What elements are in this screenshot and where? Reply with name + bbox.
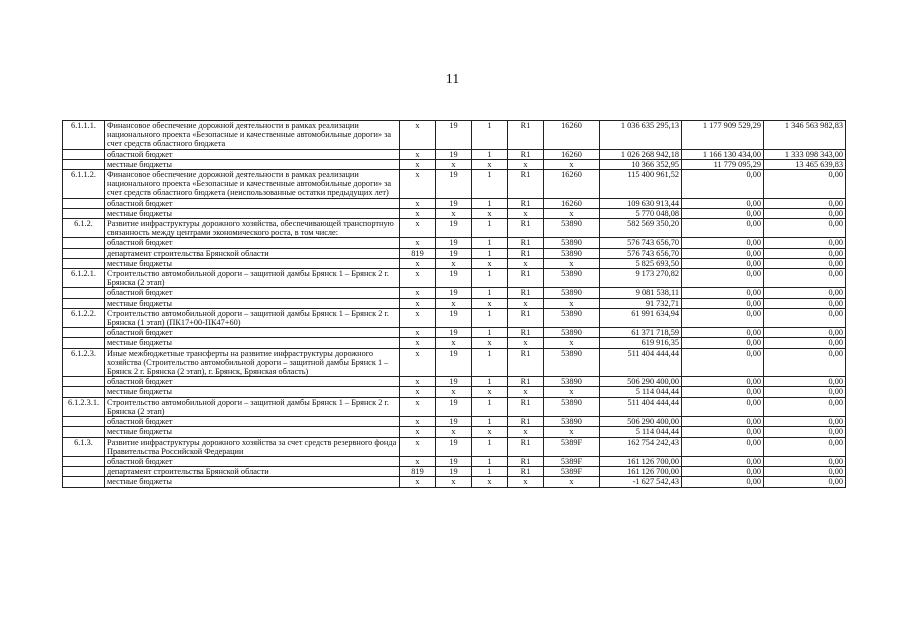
row-code: 6.1.2.3. — [63, 348, 105, 377]
row-event: R1 — [508, 308, 544, 327]
row-subprogram: 1 — [472, 437, 508, 456]
row-name: Развитие инфраструктуры дорожного хозяйства за счет средств резервного фонда Правительства Российской Федерации — [105, 437, 400, 456]
table-row — [63, 208, 846, 218]
row-subprogram: 1 — [472, 238, 508, 248]
row-section: х — [436, 298, 472, 308]
table-body — [63, 121, 846, 488]
row-grbs: х — [400, 377, 436, 387]
row-grbs: х — [400, 417, 436, 427]
row-grbs: х — [400, 427, 436, 437]
row-section: 19 — [436, 170, 472, 199]
row-code — [63, 149, 105, 159]
row-name: местные бюджеты — [105, 298, 400, 308]
row-year-3: 1 333 098 343,00 — [764, 149, 846, 159]
row-year-1: 161 126 700,00 — [600, 456, 682, 466]
row-grbs: х — [400, 208, 436, 218]
row-subprogram: х — [472, 427, 508, 437]
table-row — [63, 159, 846, 169]
row-name: областной бюджет — [105, 456, 400, 466]
row-direction: х — [544, 298, 600, 308]
row-code: 6.1.2.1. — [63, 269, 105, 288]
row-direction: 5389F — [544, 456, 600, 466]
row-event: х — [508, 427, 544, 437]
row-code — [63, 338, 105, 348]
row-grbs: х — [400, 121, 436, 150]
row-direction: 53890 — [544, 308, 600, 327]
table-row — [63, 219, 846, 238]
row-year-1: 162 754 242,43 — [600, 437, 682, 456]
row-direction: 5389F — [544, 437, 600, 456]
row-section: 19 — [436, 248, 472, 258]
row-section: 19 — [436, 417, 472, 427]
row-year-1: 619 916,35 — [600, 338, 682, 348]
row-event: х — [508, 387, 544, 397]
row-year-2: 0,00 — [682, 269, 764, 288]
row-name: местные бюджеты — [105, 387, 400, 397]
row-subprogram: 1 — [472, 467, 508, 477]
row-name: областной бюджет — [105, 417, 400, 427]
row-year-3: 13 465 639,83 — [764, 159, 846, 169]
row-subprogram: х — [472, 159, 508, 169]
row-subprogram: 1 — [472, 219, 508, 238]
row-grbs: х — [400, 159, 436, 169]
row-name: областной бюджет — [105, 149, 400, 159]
row-section: 19 — [436, 467, 472, 477]
row-year-1: 1 036 635 295,13 — [600, 121, 682, 150]
row-code — [63, 288, 105, 298]
row-section: 19 — [436, 198, 472, 208]
row-year-1: 9 081 538,11 — [600, 288, 682, 298]
row-year-3: 0,00 — [764, 456, 846, 466]
row-name: областной бюджет — [105, 238, 400, 248]
row-year-2: 0,00 — [682, 288, 764, 298]
row-year-2: 0,00 — [682, 258, 764, 268]
row-event: х — [508, 258, 544, 268]
row-year-2: 1 177 909 529,29 — [682, 121, 764, 150]
row-section: 19 — [436, 288, 472, 298]
row-code — [63, 258, 105, 268]
row-year-3: 0,00 — [764, 219, 846, 238]
row-year-1: 161 126 700,00 — [600, 467, 682, 477]
row-code: 6.1.2. — [63, 219, 105, 238]
row-year-1: -1 627 542,43 — [600, 477, 682, 487]
row-year-2: 0,00 — [682, 219, 764, 238]
row-code: 6.1.2.3.1. — [63, 397, 105, 416]
row-code: 6.1.1.1. — [63, 121, 105, 150]
row-direction: 5389F — [544, 467, 600, 477]
row-year-2: 0,00 — [682, 377, 764, 387]
row-grbs: х — [400, 348, 436, 377]
row-direction: х — [544, 208, 600, 218]
table-row — [63, 417, 846, 427]
row-code: 6.1.3. — [63, 437, 105, 456]
row-name: областной бюджет — [105, 198, 400, 208]
table-row — [63, 170, 846, 199]
row-year-3: 0,00 — [764, 248, 846, 258]
row-code — [63, 238, 105, 248]
row-subprogram: х — [472, 258, 508, 268]
row-direction: 16260 — [544, 170, 600, 199]
row-event: х — [508, 159, 544, 169]
row-grbs: х — [400, 456, 436, 466]
row-section: 19 — [436, 456, 472, 466]
row-subprogram: 1 — [472, 269, 508, 288]
row-year-1: 5 770 048,08 — [600, 208, 682, 218]
row-name: областной бюджет — [105, 288, 400, 298]
row-name: областной бюджет — [105, 328, 400, 338]
row-event: R1 — [508, 121, 544, 150]
row-subprogram: х — [472, 298, 508, 308]
row-name: местные бюджеты — [105, 338, 400, 348]
row-direction: 16260 — [544, 121, 600, 150]
row-code — [63, 298, 105, 308]
row-year-2: 0,00 — [682, 397, 764, 416]
table-row — [63, 456, 846, 466]
row-direction: 53890 — [544, 377, 600, 387]
row-name: местные бюджеты — [105, 477, 400, 487]
row-code — [63, 477, 105, 487]
row-code — [63, 427, 105, 437]
row-year-1: 5 114 044,44 — [600, 427, 682, 437]
row-subprogram: 1 — [472, 248, 508, 258]
table-row — [63, 198, 846, 208]
row-year-3: 0,00 — [764, 377, 846, 387]
row-section: 19 — [436, 328, 472, 338]
row-subprogram: 1 — [472, 397, 508, 416]
row-year-3: 0,00 — [764, 477, 846, 487]
table-row — [63, 149, 846, 159]
table-row — [63, 298, 846, 308]
row-event: R1 — [508, 248, 544, 258]
table-row — [63, 397, 846, 416]
row-subprogram: 1 — [472, 149, 508, 159]
row-year-3: 0,00 — [764, 308, 846, 327]
row-year-1: 1 026 268 942,18 — [600, 149, 682, 159]
row-year-2: 0,00 — [682, 417, 764, 427]
table-row — [63, 238, 846, 248]
row-event: R1 — [508, 288, 544, 298]
row-year-1: 576 743 656,70 — [600, 238, 682, 248]
row-event: R1 — [508, 417, 544, 427]
row-section: х — [436, 208, 472, 218]
table-row — [63, 348, 846, 377]
row-event: R1 — [508, 269, 544, 288]
row-name: местные бюджеты — [105, 159, 400, 169]
row-direction: 16260 — [544, 198, 600, 208]
row-year-1: 115 400 961,52 — [600, 170, 682, 199]
table-row — [63, 328, 846, 338]
row-grbs: х — [400, 477, 436, 487]
row-code: 6.1.1.2. — [63, 170, 105, 199]
row-subprogram: 1 — [472, 348, 508, 377]
row-year-2: 0,00 — [682, 308, 764, 327]
row-year-2: 0,00 — [682, 348, 764, 377]
row-section: х — [436, 387, 472, 397]
row-year-2: 0,00 — [682, 208, 764, 218]
row-year-1: 5 825 693,50 — [600, 258, 682, 268]
row-grbs: х — [400, 298, 436, 308]
row-grbs: 819 — [400, 467, 436, 477]
row-event: R1 — [508, 149, 544, 159]
row-year-2: 0,00 — [682, 467, 764, 477]
row-year-2: 0,00 — [682, 427, 764, 437]
row-grbs: х — [400, 308, 436, 327]
row-grbs: 819 — [400, 248, 436, 258]
row-subprogram: 1 — [472, 456, 508, 466]
row-section: х — [436, 338, 472, 348]
row-event: R1 — [508, 397, 544, 416]
row-year-1: 109 630 913,44 — [600, 198, 682, 208]
row-direction: 53890 — [544, 397, 600, 416]
row-section: 19 — [436, 121, 472, 150]
row-section: 19 — [436, 377, 472, 387]
row-direction: 53890 — [544, 417, 600, 427]
row-event: х — [508, 208, 544, 218]
row-subprogram: х — [472, 387, 508, 397]
row-grbs: х — [400, 269, 436, 288]
row-grbs: х — [400, 198, 436, 208]
row-subprogram: 1 — [472, 170, 508, 199]
row-code — [63, 377, 105, 387]
row-year-2: 1 166 130 434,00 — [682, 149, 764, 159]
row-direction: 53890 — [544, 348, 600, 377]
row-direction: 53890 — [544, 328, 600, 338]
row-name: Финансовое обеспечение дорожной деятельности в рамках реализации национального проекта «Безопасные и качественные автомобильные дороги» за счет средств областного бюджета — [105, 121, 400, 150]
row-grbs: х — [400, 258, 436, 268]
row-name: областной бюджет — [105, 377, 400, 387]
row-year-2: 0,00 — [682, 248, 764, 258]
row-name: Строительство автомобильной дороги – защитной дамбы Брянск 1 – Брянск 2 г. Брянска (1 этап) (ПК17+00-ПК47+60) — [105, 308, 400, 327]
row-grbs: х — [400, 397, 436, 416]
table-row — [63, 269, 846, 288]
row-year-2: 0,00 — [682, 170, 764, 199]
row-year-2: 0,00 — [682, 338, 764, 348]
row-section: х — [436, 427, 472, 437]
row-year-1: 61 371 718,59 — [600, 328, 682, 338]
table-row — [63, 248, 846, 258]
row-name: Строительство автомобильной дороги – защитной дамбы Брянск 1 – Брянск 2 г. Брянска (2 этап) — [105, 397, 400, 416]
row-event: х — [508, 477, 544, 487]
row-direction: х — [544, 258, 600, 268]
row-code: 6.1.2.2. — [63, 308, 105, 327]
page-number: 11 — [445, 72, 460, 87]
row-grbs: х — [400, 170, 436, 199]
row-event: R1 — [508, 348, 544, 377]
row-grbs: х — [400, 238, 436, 248]
row-year-3: 1 346 563 982,83 — [764, 121, 846, 150]
row-year-1: 9 173 270,82 — [600, 269, 682, 288]
row-code — [63, 208, 105, 218]
row-year-3: 0,00 — [764, 467, 846, 477]
row-event: R1 — [508, 170, 544, 199]
row-grbs: х — [400, 338, 436, 348]
row-year-1: 511 404 444,44 — [600, 397, 682, 416]
row-name: Развитие инфраструктуры дорожного хозяйства, обеспечивающей транспортную связанность между центрами экономического роста, в том числе: — [105, 219, 400, 238]
row-direction: 53890 — [544, 219, 600, 238]
row-direction: 53890 — [544, 248, 600, 258]
row-year-2: 0,00 — [682, 477, 764, 487]
row-year-3: 0,00 — [764, 328, 846, 338]
row-year-2: 0,00 — [682, 437, 764, 456]
row-direction: 53890 — [544, 238, 600, 248]
budget-table — [62, 120, 846, 488]
row-name: местные бюджеты — [105, 258, 400, 268]
row-year-2: 0,00 — [682, 387, 764, 397]
row-year-1: 91 732,71 — [600, 298, 682, 308]
row-year-1: 61 991 634,94 — [600, 308, 682, 327]
row-direction: х — [544, 159, 600, 169]
row-name: местные бюджеты — [105, 427, 400, 437]
row-direction: х — [544, 477, 600, 487]
row-section: 19 — [436, 149, 472, 159]
row-event: R1 — [508, 219, 544, 238]
row-direction: х — [544, 387, 600, 397]
row-year-1: 506 290 400,00 — [600, 417, 682, 427]
row-section: х — [436, 258, 472, 268]
row-year-3: 0,00 — [764, 437, 846, 456]
row-event: х — [508, 338, 544, 348]
row-section: 19 — [436, 437, 472, 456]
table-row — [63, 437, 846, 456]
row-year-2: 0,00 — [682, 298, 764, 308]
row-event: R1 — [508, 238, 544, 248]
row-year-3: 0,00 — [764, 338, 846, 348]
row-year-3: 0,00 — [764, 170, 846, 199]
row-year-3: 0,00 — [764, 417, 846, 427]
table-row — [63, 467, 846, 477]
row-name: Строительство автомобильной дороги – защитной дамбы Брянск 1 – Брянск 2 г. Брянска (2 этап) — [105, 269, 400, 288]
row-name: местные бюджеты — [105, 208, 400, 218]
row-section: 19 — [436, 269, 472, 288]
row-section: 19 — [436, 348, 472, 377]
row-event: R1 — [508, 437, 544, 456]
row-subprogram: х — [472, 338, 508, 348]
row-code — [63, 456, 105, 466]
row-subprogram: 1 — [472, 288, 508, 298]
row-name: Финансовое обеспечение дорожной деятельности в рамках реализации национального проекта «Безопасные и качественные автомобильные дороги» за счет средств областного бюджета (неиспользованные остатки предыдущих лет) — [105, 170, 400, 199]
table-row — [63, 121, 846, 150]
row-year-3: 0,00 — [764, 198, 846, 208]
row-grbs: х — [400, 437, 436, 456]
table-row — [63, 387, 846, 397]
table-row — [63, 288, 846, 298]
row-direction: х — [544, 427, 600, 437]
row-year-2: 0,00 — [682, 238, 764, 248]
row-section: х — [436, 477, 472, 487]
row-event: R1 — [508, 456, 544, 466]
row-grbs: х — [400, 219, 436, 238]
row-code — [63, 417, 105, 427]
row-grbs: х — [400, 387, 436, 397]
row-year-2: 0,00 — [682, 456, 764, 466]
row-year-1: 506 290 400,00 — [600, 377, 682, 387]
row-section: 19 — [436, 238, 472, 248]
table-row — [63, 258, 846, 268]
row-year-1: 576 743 656,70 — [600, 248, 682, 258]
row-year-3: 0,00 — [764, 427, 846, 437]
row-section: 19 — [436, 308, 472, 327]
row-event: R1 — [508, 198, 544, 208]
row-year-3: 0,00 — [764, 348, 846, 377]
row-year-2: 11 779 095,29 — [682, 159, 764, 169]
row-year-1: 511 404 444,44 — [600, 348, 682, 377]
row-year-3: 0,00 — [764, 397, 846, 416]
row-grbs: х — [400, 328, 436, 338]
table-row — [63, 308, 846, 327]
row-event: х — [508, 298, 544, 308]
row-code — [63, 248, 105, 258]
row-year-3: 0,00 — [764, 238, 846, 248]
row-code — [63, 198, 105, 208]
row-section: х — [436, 159, 472, 169]
row-subprogram: х — [472, 208, 508, 218]
row-code — [63, 387, 105, 397]
row-name: департамент строительства Брянской области — [105, 467, 400, 477]
row-year-3: 0,00 — [764, 288, 846, 298]
row-event: R1 — [508, 467, 544, 477]
row-section: 19 — [436, 219, 472, 238]
row-direction: х — [544, 338, 600, 348]
table-row — [63, 477, 846, 487]
row-subprogram: 1 — [472, 328, 508, 338]
row-year-3: 0,00 — [764, 298, 846, 308]
row-year-1: 582 569 350,20 — [600, 219, 682, 238]
table-row — [63, 427, 846, 437]
row-code — [63, 467, 105, 477]
row-subprogram: 1 — [472, 121, 508, 150]
row-year-3: 0,00 — [764, 258, 846, 268]
row-direction: 16260 — [544, 149, 600, 159]
row-year-2: 0,00 — [682, 198, 764, 208]
row-subprogram: 1 — [472, 198, 508, 208]
row-subprogram: 1 — [472, 377, 508, 387]
row-subprogram: 1 — [472, 417, 508, 427]
row-name: департамент строительства Брянской области — [105, 248, 400, 258]
row-direction: 53890 — [544, 288, 600, 298]
row-year-1: 10 366 352,95 — [600, 159, 682, 169]
table-row — [63, 338, 846, 348]
table-row — [63, 377, 846, 387]
row-subprogram: х — [472, 477, 508, 487]
row-grbs: х — [400, 149, 436, 159]
row-event: R1 — [508, 328, 544, 338]
row-name: Иные межбюджетные трансферты на развитие инфраструктуры дорожного хозяйства (Строительство автомобильной дороги – защитной дамбы Брянск 1 – Брянск 2 г. Брянска (2 этап), г. Брянск, Брянская область) — [105, 348, 400, 377]
row-subprogram: 1 — [472, 308, 508, 327]
row-year-1: 5 114 044,44 — [600, 387, 682, 397]
row-year-3: 0,00 — [764, 269, 846, 288]
row-grbs: х — [400, 288, 436, 298]
row-year-3: 0,00 — [764, 208, 846, 218]
row-year-3: 0,00 — [764, 387, 846, 397]
row-section: 19 — [436, 397, 472, 416]
row-year-2: 0,00 — [682, 328, 764, 338]
row-code — [63, 159, 105, 169]
row-direction: 53890 — [544, 269, 600, 288]
row-code — [63, 328, 105, 338]
row-event: R1 — [508, 377, 544, 387]
